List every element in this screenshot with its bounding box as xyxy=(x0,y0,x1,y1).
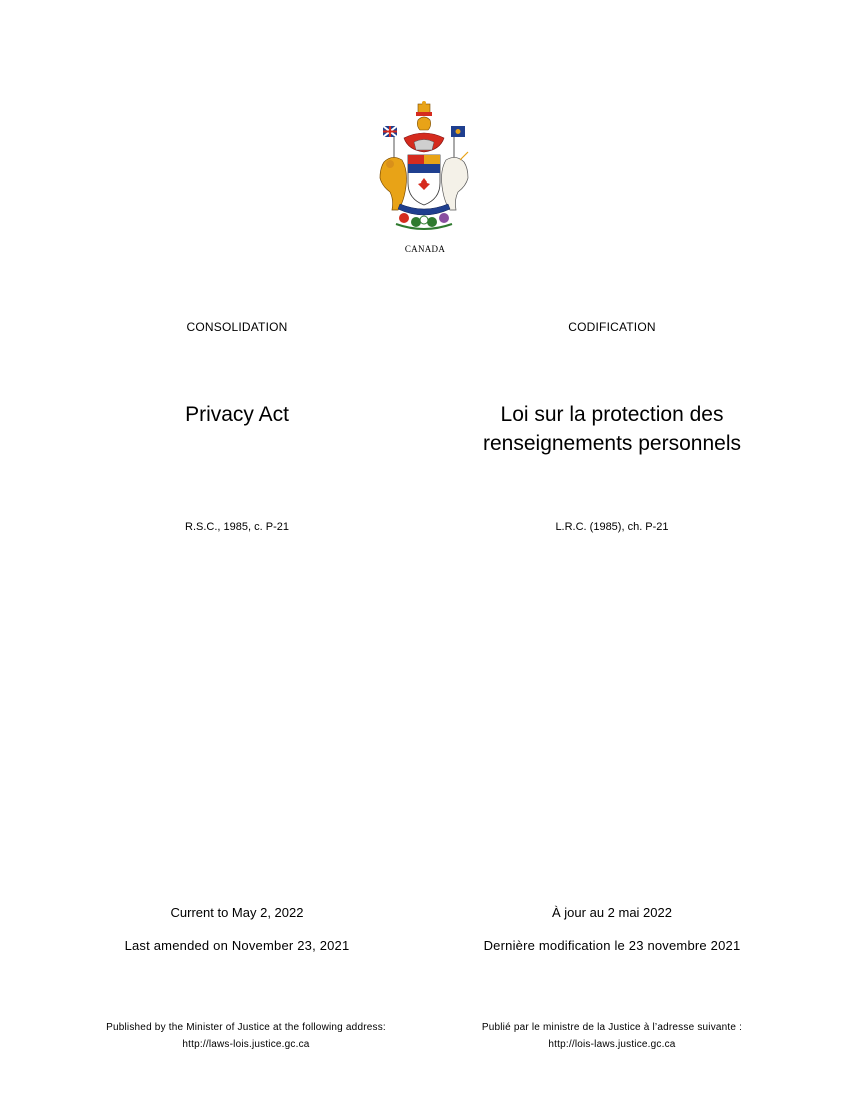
coat-of-arms-icon xyxy=(374,100,474,232)
act-title-french-line1: Loi sur la protection des xyxy=(500,403,724,426)
crown-icon xyxy=(416,101,432,116)
act-title-english: Privacy Act xyxy=(185,403,289,426)
royal-banner-icon xyxy=(451,126,465,160)
unicorn-supporter-icon xyxy=(442,152,469,210)
published-by-english: Published by the Minister of Justice at the following address: xyxy=(106,1022,386,1033)
citation-french: L.R.C. (1985), ch. P-21 xyxy=(555,521,669,533)
published-by-french: Publié par le ministre de la Justice à l’adresse suivante : xyxy=(481,1022,743,1033)
url-french[interactable]: http://lois-laws.justice.gc.ca xyxy=(548,1039,676,1050)
act-title-french xyxy=(437,400,787,458)
lion-supporter-icon xyxy=(380,157,407,210)
last-amended-english: Last amended on November 23, 2021 xyxy=(124,938,350,953)
act-title-french-line2: renseignements personnels xyxy=(483,432,741,455)
current-date-french: À jour au 2 mai 2022 xyxy=(552,905,672,920)
union-flag-icon xyxy=(383,126,397,160)
consolidation-label: CONSOLIDATION xyxy=(186,320,288,334)
floral-compartment-icon xyxy=(396,213,452,229)
shield-icon xyxy=(408,155,440,205)
codification-label: CODIFICATION xyxy=(568,320,656,334)
url-english[interactable]: http://laws-lois.justice.gc.ca xyxy=(182,1039,310,1050)
last-amended-french: Dernière modification le 23 novembre 2021 xyxy=(483,938,741,953)
country-label: CANADA xyxy=(404,244,446,254)
current-date-english: Current to May 2, 2022 xyxy=(170,905,304,920)
citation-english: R.S.C., 1985, c. P-21 xyxy=(185,521,289,533)
